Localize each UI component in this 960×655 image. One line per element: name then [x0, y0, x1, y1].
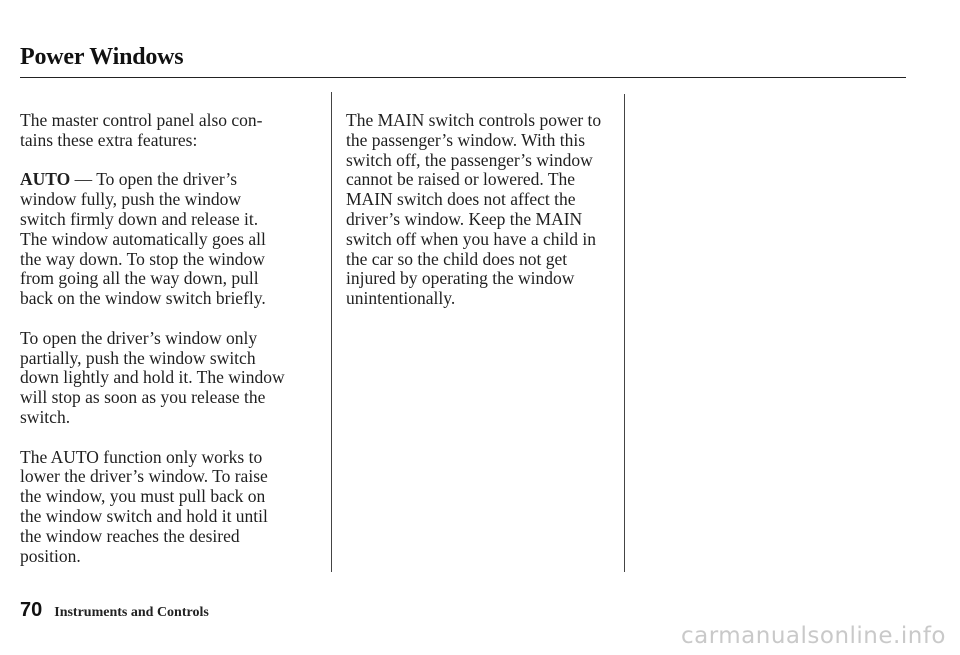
auto-term: AUTO [20, 169, 71, 190]
auto-dash: — [70, 169, 97, 190]
left-column [20, 111, 325, 566]
page-title: Power Windows [20, 44, 184, 70]
auto-paragraph [20, 170, 325, 309]
page-footer [20, 599, 209, 622]
title-rule [20, 77, 906, 78]
column-divider-right [624, 94, 625, 572]
auto-description: To open the driver’s window fully, push the window switch firmly down and release it. The window automatically goes all the way down. To stop the window from going all the way down, pull back on the window switch briefly. [20, 169, 266, 309]
column-divider-left [331, 92, 332, 572]
page-number: 70 [20, 599, 43, 621]
middle-column [346, 111, 621, 309]
partial-open-paragraph: To open the driver’s window only partially, push the window switch down lightly and hold it. The window will stop as soon as you release the switch. [20, 327, 285, 427]
main-switch-paragraph: The MAIN switch controls power to the passenger’s window. With this switch off, the passenger’s window cannot be raised or lowered. The MAIN switch does not affect the driver’s window. Keep the MAIN switch off when you have a child in the car so the child does not get injured by operating the window unintentionally. [346, 110, 602, 309]
auto-limit-paragraph: The AUTO function only works to lower the driver’s window. To raise the window, you must pull back on the window switch and hold it until the window reaches the desired position. [20, 446, 268, 566]
intro-paragraph: The master control panel also con- tains these extra features: [20, 110, 263, 150]
section-name: Instruments and Controls [54, 605, 209, 620]
watermark: carmanualsonline.info [680, 623, 946, 649]
